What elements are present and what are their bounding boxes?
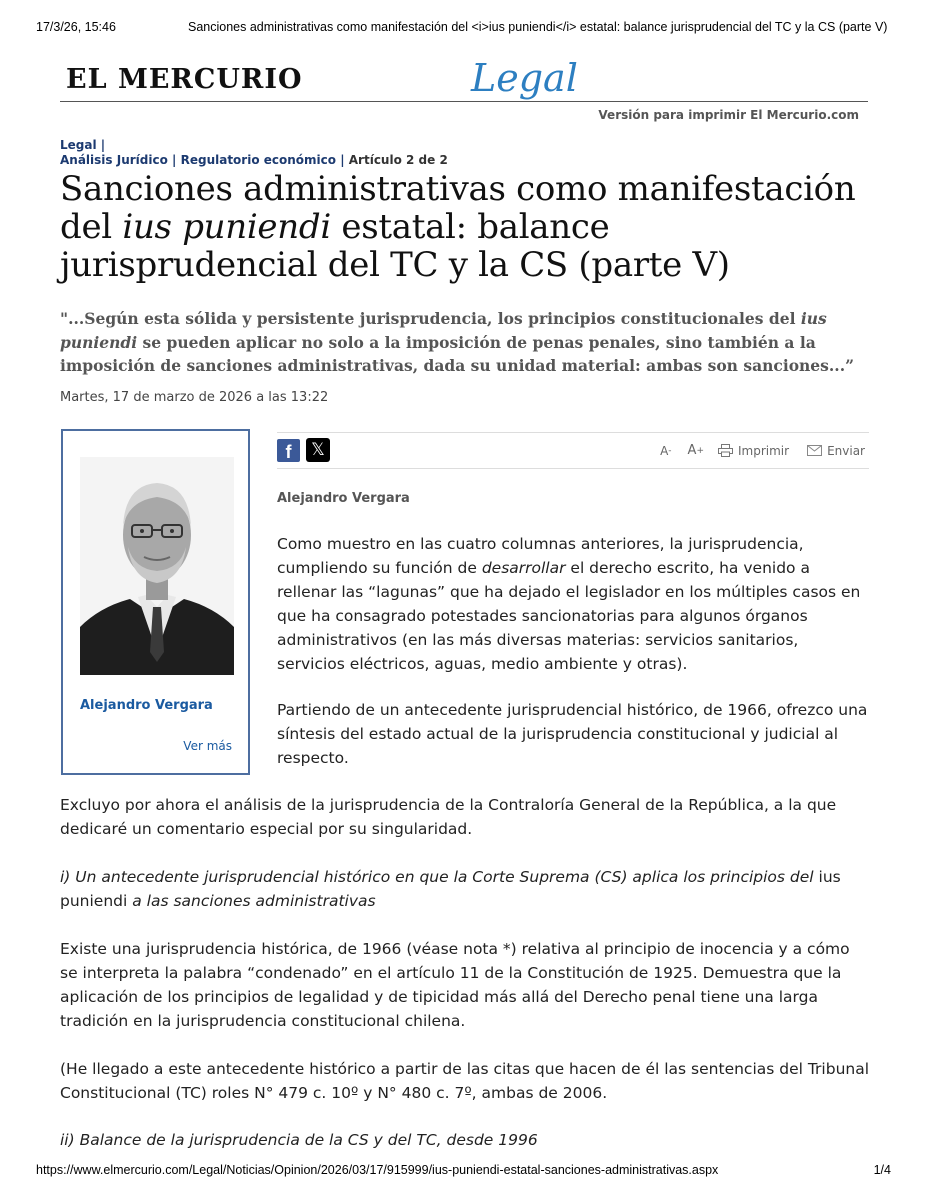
print-url: https://www.elmercurio.com/Legal/Noticias/Opinion/2026/03/17/915999/ius-puniendi-estatal-sanciones-administrativas.aspx bbox=[36, 1163, 719, 1177]
envelope-icon bbox=[807, 445, 822, 456]
el-mercurio-logo[interactable]: EL MERCURIO bbox=[66, 64, 303, 95]
send-label: Enviar bbox=[827, 443, 865, 458]
article-counter: Artículo 2 de 2 bbox=[348, 153, 448, 167]
subheading-italic: a las sanciones administrativas bbox=[127, 892, 376, 910]
send-button[interactable] bbox=[807, 444, 865, 458]
author-box bbox=[61, 429, 250, 775]
printer-icon bbox=[718, 444, 733, 457]
paragraph-italic: desarrollar bbox=[481, 559, 566, 577]
font-bigger-icon: A bbox=[687, 443, 697, 458]
author-box-name[interactable]: Alejandro Vergara bbox=[80, 698, 213, 713]
article-paragraph: Existe una jurisprudencia histórica, de 1966 (véase nota *) relativa al principio de inocencia y a cómo se interpreta la palabra “condenado” en el artículo 11 de la Constitución de 1925. Demuestra que la aplicación de los principios de legalidad y de tipicidad más allá del Derecho penal tiene una larga tradición en la jurisprudencia constitucional chilena. bbox=[60, 940, 850, 1030]
breadcrumb-separator: | bbox=[167, 153, 181, 167]
print-datetime: 17/3/26, 15:46 bbox=[36, 20, 116, 34]
article-paragraph: Partiendo de un antecedente jurisprudencial histórico, de 1966, ofrezco una síntesis del estado actual de la jurisprudencia constitucional y judicial al respecto. bbox=[277, 701, 868, 767]
author-portrait-icon bbox=[80, 457, 234, 675]
font-smaller-button[interactable] bbox=[660, 444, 671, 458]
article-headline bbox=[60, 170, 870, 284]
plus-icon: + bbox=[696, 445, 704, 456]
breadcrumb-category-analisis[interactable]: Análisis Jurídico bbox=[60, 153, 168, 167]
article-subheading: ii) Balance de la jurisprudencia de la CS y del TC, desde 1996 bbox=[60, 1131, 538, 1149]
breadcrumb-root[interactable]: Legal | bbox=[60, 138, 106, 152]
font-smaller-icon: A bbox=[660, 443, 669, 458]
article-toolbar bbox=[277, 432, 869, 469]
lead-text: "...Según esta sólida y persistente jurisprudencia, los principios constitucionales del bbox=[60, 309, 801, 328]
article-paragraph bbox=[277, 532, 869, 676]
facebook-share-button[interactable]: f bbox=[277, 439, 300, 462]
print-doc-title: Sanciones administrativas como manifestación del <i>ius puniendi</i> estatal: balance jurisprudencial del TC y la CS (parte V) bbox=[188, 20, 888, 34]
minus-icon: - bbox=[668, 445, 672, 456]
lead-text: se pueden aplicar no solo a la imposición de penas penales, sino también a la imposición de sanciones administrativas, dada su unidad material: ambas son sanciones...” bbox=[60, 332, 855, 375]
legal-section-logo[interactable]: Legal bbox=[471, 56, 578, 100]
paragraph-text: el derecho escrito, ha venido a rellenar las “lagunas” que ha dejado el legislador en los múltiples casos en que ha consagrado potestades sancionatorias para algunos órganos administrativos (en las más diversas materias: servicios sanitarios, servicios eléctricos, aguas, medio ambiente y otras). bbox=[277, 559, 861, 673]
breadcrumb-category-regulatorio[interactable]: Regulatorio económico bbox=[180, 153, 337, 167]
headline-text: Sanciones administrativas como manifestación del bbox=[60, 169, 856, 247]
article-byline: Alejandro Vergara bbox=[277, 491, 410, 506]
paragraph-text: Como muestro en las cuatro columnas anteriores, la jurisprudencia, cumpliendo su función de bbox=[277, 535, 804, 577]
print-label: Imprimir bbox=[738, 443, 790, 458]
lead-italic: ius puniendi bbox=[60, 309, 827, 352]
headline-italic: ius puniendi bbox=[122, 207, 331, 247]
author-photo[interactable] bbox=[80, 457, 234, 675]
ver-mas-link[interactable]: Ver más bbox=[183, 739, 232, 753]
article-paragraph: (He llegado a este antecedente histórico a partir de las citas que hacen de él las sentencias del Tribunal Constitucional (TC) roles N° 479 c. 10º y N° 480 c. 7º, ambas de 2006. bbox=[60, 1060, 870, 1102]
font-bigger-button[interactable] bbox=[688, 443, 704, 458]
breadcrumb bbox=[60, 138, 448, 168]
headline-text: estatal: balance jurisprudencial del TC y la CS (parte V) bbox=[60, 207, 730, 285]
article-subheading bbox=[60, 865, 872, 913]
page-number: 1/4 bbox=[873, 1163, 891, 1177]
article-lead bbox=[60, 307, 870, 378]
print-button[interactable] bbox=[718, 444, 789, 458]
subheading-roman: ius puniendi bbox=[60, 868, 841, 910]
subheading-italic: i) Un antecedente jurisprudencial histórico en que la Corte Suprema (CS) aplica los principios del bbox=[60, 868, 814, 886]
publication-date: Martes, 17 de marzo de 2026 a las 13:22 bbox=[60, 390, 329, 405]
masthead bbox=[60, 56, 868, 102]
print-version-label: Versión para imprimir El Mercurio.com bbox=[598, 108, 859, 122]
article-paragraph: Excluyo por ahora el análisis de la jurisprudencia de la Contraloría General de la República, a la que dedicaré un comentario especial por su singularidad. bbox=[60, 796, 837, 838]
breadcrumb-separator: | bbox=[336, 153, 349, 167]
x-share-button[interactable]: 𝕏 bbox=[306, 438, 330, 462]
